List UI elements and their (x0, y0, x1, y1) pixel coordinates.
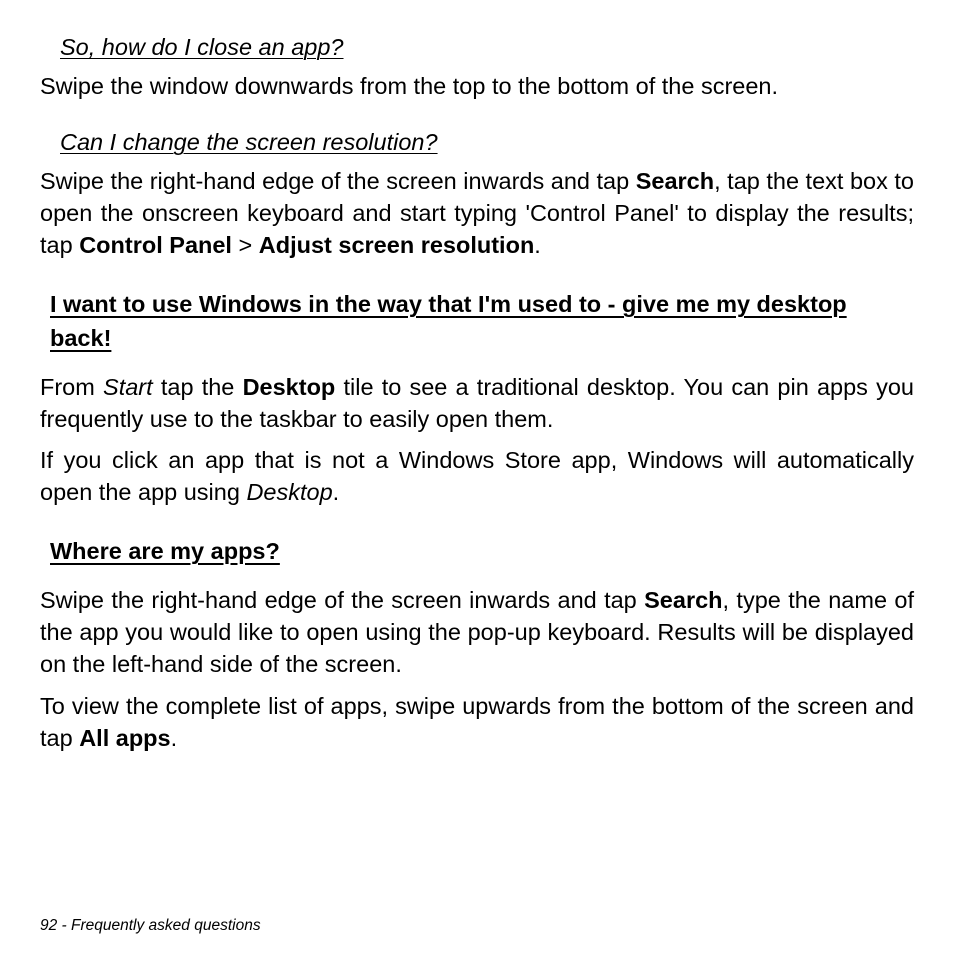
text-run: , type the name of the app you would like to open using the pop-up keyboard. Results will be displayed on the left-hand side of the screen. (40, 587, 914, 677)
text-run: tile to see a traditional desktop. You can pin apps you frequently use to the taskbar to easily open them. (40, 374, 914, 432)
text-run: From (40, 374, 104, 400)
ui-term-search: Search (644, 587, 723, 613)
paragraph-search-apps (40, 584, 914, 680)
text-run: . (534, 232, 541, 258)
ui-term-desktop-italic: Desktop (246, 479, 333, 505)
ui-term-control-panel: Control Panel (79, 232, 232, 258)
answer-screen-resolution (40, 165, 914, 261)
page-footer: 92 - Frequently asked questions (40, 917, 261, 934)
ui-term-desktop: Desktop (242, 374, 336, 400)
text-run: > (231, 232, 259, 258)
text-run: To view the complete list of apps, swipe upwards from the bottom of the screen and tap (40, 693, 914, 751)
ui-term-search: Search (635, 168, 715, 194)
question-close-app: So, how do I close an app? (60, 34, 344, 60)
answer-close-app: Swipe the window downwards from the top to the bottom of the screen. (40, 73, 779, 99)
paragraph-all-apps (40, 690, 914, 754)
heading-desktop-back: I want to use Windows in the way that I'm used to - give me my desktop back! (50, 291, 847, 351)
text-run: . (170, 725, 178, 751)
text-run: If you click an app that is not a Windows Store app, Windows will automatically open the app using (40, 447, 914, 505)
text-run: , tap the text box to open the onscreen keyboard and start typing 'Control Panel' to display the results; tap (40, 168, 914, 258)
ui-term-adjust-resolution: Adjust screen resolution (258, 232, 535, 258)
text-run: . (332, 479, 340, 505)
question-screen-resolution: Can I change the screen resolution? (60, 129, 438, 155)
ui-term-all-apps: All apps (79, 725, 171, 751)
paragraph-store-app (40, 444, 914, 508)
paragraph-desktop-tile (40, 371, 914, 435)
heading-where-apps: Where are my apps? (50, 538, 280, 564)
text-run: Swipe the right-hand edge of the screen inwards and tap (40, 168, 636, 194)
text-run: Swipe the right-hand edge of the screen inwards and tap (40, 587, 645, 613)
text-run: tap the (152, 374, 243, 400)
ui-term-start: Start (103, 374, 153, 400)
